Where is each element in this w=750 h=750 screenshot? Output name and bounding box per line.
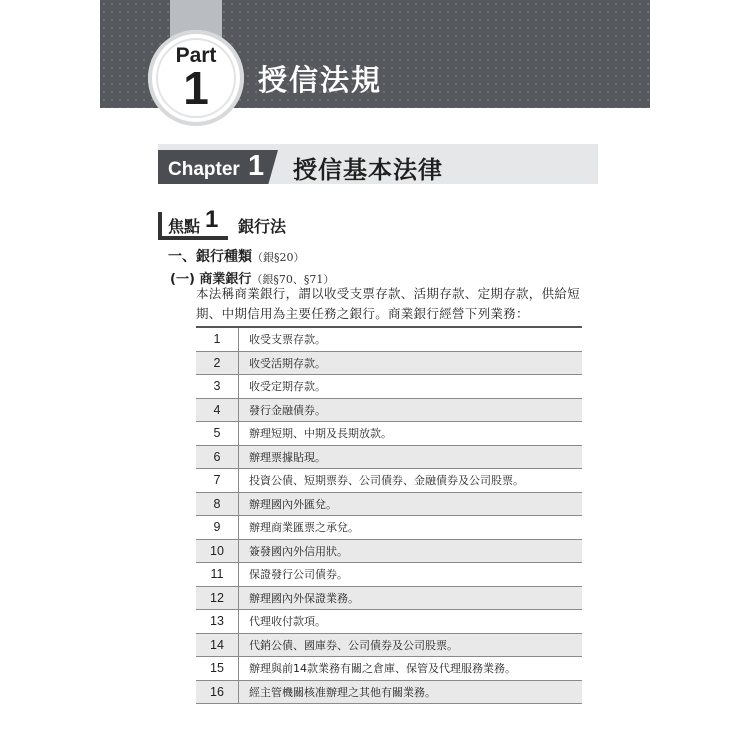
- row-number: 12: [196, 586, 239, 610]
- row-text: 辦理國內外保證業務。: [239, 586, 583, 610]
- table-row: [196, 469, 582, 493]
- row-number: 5: [196, 422, 239, 446]
- table-row: [196, 422, 582, 446]
- part-badge: [148, 30, 244, 126]
- section-heading: [168, 246, 305, 266]
- row-number: 7: [196, 469, 239, 493]
- row-text: 收受活期存款。: [239, 351, 583, 375]
- row-text: 收受支票存款。: [239, 327, 583, 351]
- table-row: [196, 657, 582, 681]
- table-row: [196, 375, 582, 399]
- chapter-title: 授信基本法律: [293, 156, 443, 184]
- business-table-body: [196, 327, 582, 704]
- part-title: 授信法規: [258, 63, 383, 97]
- row-number: 9: [196, 516, 239, 540]
- table-row: [196, 398, 582, 422]
- row-number: 10: [196, 539, 239, 563]
- part-word: Part: [175, 44, 217, 67]
- row-number: 4: [196, 398, 239, 422]
- table-row: [196, 516, 582, 540]
- chapter-word: Chapter: [168, 159, 240, 180]
- table-row: [196, 586, 582, 610]
- focus-number: 1: [205, 206, 219, 233]
- row-text: 收受定期存款。: [239, 375, 583, 399]
- row-number: 2: [196, 351, 239, 375]
- table-row: [196, 610, 582, 634]
- row-number: 14: [196, 633, 239, 657]
- row-text: 辦理票據貼現。: [239, 445, 583, 469]
- table-row: [196, 680, 582, 704]
- row-number: 6: [196, 445, 239, 469]
- table-row: [196, 445, 582, 469]
- chapter-number: 1: [248, 150, 265, 182]
- row-text: 保證發行公司債券。: [239, 563, 583, 587]
- row-text: 發行金融債券。: [239, 398, 583, 422]
- table-row: [196, 539, 582, 563]
- subsection-reference: （銀§70、§71）: [251, 273, 335, 286]
- row-number: 11: [196, 563, 239, 587]
- row-text: 經主管機關核准辦理之其他有關業務。: [239, 680, 583, 704]
- table-row: [196, 351, 582, 375]
- row-number: 13: [196, 610, 239, 634]
- table-row: [196, 563, 582, 587]
- section-title: 一、銀行種類: [168, 249, 252, 265]
- business-table: [196, 326, 582, 704]
- row-text: 簽發國內外信用狀。: [239, 539, 583, 563]
- row-text: 辦理國內外匯兌。: [239, 492, 583, 516]
- table-row: [196, 492, 582, 516]
- body-paragraph: 本法稱商業銀行，謂以收受支票存款、活期存款、定期存款，供給短期、中期信用為主要任務之銀行。商業銀行經營下列業務：: [196, 286, 581, 321]
- focus-title: 銀行法: [238, 217, 287, 236]
- row-text: 辦理短期、中期及長期放款。: [239, 422, 583, 446]
- row-number: 16: [196, 680, 239, 704]
- row-number: 8: [196, 492, 239, 516]
- row-text: 代銷公債、國庫券、公司債券及公司股票。: [239, 633, 583, 657]
- table-row: [196, 633, 582, 657]
- section-reference: （銀§20）: [252, 251, 305, 264]
- part-number: 1: [183, 62, 209, 114]
- focus-label: 焦點: [168, 217, 201, 236]
- table-row: [196, 327, 582, 351]
- subsection-title: (一) 商業銀行: [170, 272, 252, 287]
- row-text: 投資公債、短期票券、公司債券、金融債券及公司股票。: [239, 469, 583, 493]
- row-text: 辦理與前14款業務有關之倉庫、保管及代理服務業務。: [239, 657, 583, 681]
- row-number: 1: [196, 327, 239, 351]
- row-text: 代理收付款項。: [239, 610, 583, 634]
- row-number: 3: [196, 375, 239, 399]
- row-number: 15: [196, 657, 239, 681]
- row-text: 辦理商業匯票之承兌。: [239, 516, 583, 540]
